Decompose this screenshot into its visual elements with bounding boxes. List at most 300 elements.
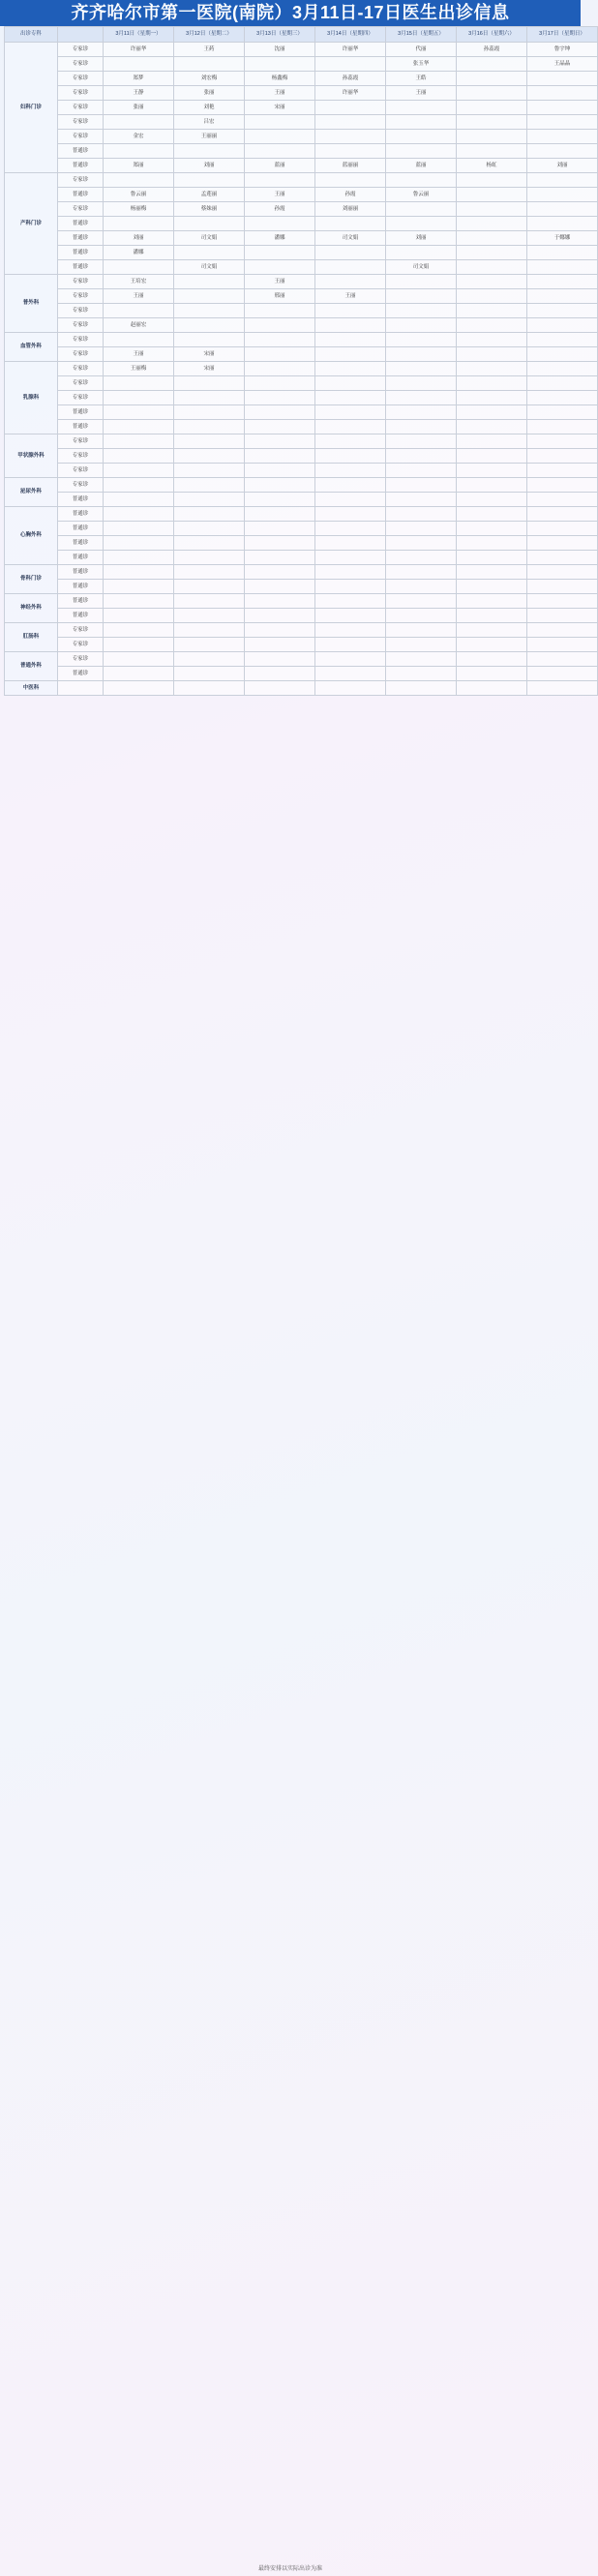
doctor-cell xyxy=(174,464,245,478)
doctor-cell xyxy=(527,347,598,362)
doctor-cell xyxy=(527,594,598,609)
doctor-cell xyxy=(457,304,527,318)
doctor-cell: 刘丽 xyxy=(386,231,457,246)
doctor-cell xyxy=(245,667,315,681)
doctor-cell xyxy=(386,638,457,652)
doctor-cell xyxy=(315,536,386,551)
clinic-type-cell: 专家诊 xyxy=(58,289,104,304)
doctor-cell xyxy=(245,522,315,536)
doctor-cell xyxy=(527,681,598,696)
department-cell: 普通外科 xyxy=(5,652,58,681)
clinic-type-cell: 专家诊 xyxy=(58,376,104,391)
doctor-cell: 蓝丽 xyxy=(386,159,457,173)
doctor-cell xyxy=(457,130,527,144)
clinic-type-cell: 普通诊 xyxy=(58,667,104,681)
doctor-cell xyxy=(245,478,315,493)
doctor-cell xyxy=(315,522,386,536)
doctor-cell xyxy=(315,638,386,652)
table-row xyxy=(5,623,598,638)
clinic-type-cell: 普通诊 xyxy=(58,420,104,434)
doctor-cell xyxy=(315,115,386,130)
doctor-cell xyxy=(386,449,457,464)
doctor-cell: 郑梦 xyxy=(104,72,174,86)
doctor-cell xyxy=(315,260,386,275)
doctor-cell xyxy=(104,667,174,681)
doctor-cell xyxy=(104,333,174,347)
doctor-cell xyxy=(386,362,457,376)
doctor-cell xyxy=(104,536,174,551)
doctor-cell xyxy=(174,57,245,72)
doctor-cell xyxy=(174,638,245,652)
doctor-cell xyxy=(527,667,598,681)
department-cell: 乳腺科 xyxy=(5,362,58,434)
clinic-type-cell: 普通诊 xyxy=(58,536,104,551)
doctor-cell xyxy=(457,231,527,246)
doctor-cell xyxy=(245,536,315,551)
clinic-type-cell: 专家诊 xyxy=(58,130,104,144)
doctor-cell xyxy=(386,217,457,231)
doctor-cell xyxy=(527,405,598,420)
doctor-cell xyxy=(315,173,386,188)
table-row xyxy=(5,318,598,333)
table-header-row xyxy=(5,27,598,43)
doctor-cell xyxy=(457,362,527,376)
clinic-type-cell: 普通诊 xyxy=(58,188,104,202)
doctor-cell xyxy=(386,667,457,681)
doctor-cell xyxy=(386,580,457,594)
doctor-cell xyxy=(174,449,245,464)
table-row xyxy=(5,202,598,217)
doctor-cell xyxy=(457,449,527,464)
doctor-cell xyxy=(245,609,315,623)
table-row xyxy=(5,130,598,144)
doctor-cell xyxy=(245,580,315,594)
clinic-type-cell: 专家诊 xyxy=(58,434,104,449)
doctor-cell xyxy=(527,434,598,449)
doctor-cell xyxy=(104,260,174,275)
doctor-cell xyxy=(386,536,457,551)
doctor-cell xyxy=(104,623,174,638)
doctor-cell: 司文娟 xyxy=(386,260,457,275)
clinic-type-cell: 专家诊 xyxy=(58,464,104,478)
doctor-cell xyxy=(527,391,598,405)
doctor-cell xyxy=(174,594,245,609)
doctor-cell xyxy=(104,464,174,478)
doctor-cell xyxy=(245,362,315,376)
doctor-cell: 杨虹 xyxy=(457,159,527,173)
doctor-cell xyxy=(245,260,315,275)
doctor-cell xyxy=(174,623,245,638)
doctor-cell xyxy=(457,507,527,522)
doctor-cell xyxy=(457,420,527,434)
table-row xyxy=(5,275,598,289)
doctor-cell xyxy=(174,304,245,318)
table-row xyxy=(5,57,598,72)
doctor-cell xyxy=(527,318,598,333)
doctor-cell xyxy=(527,522,598,536)
doctor-cell xyxy=(457,318,527,333)
doctor-cell xyxy=(527,565,598,580)
doctor-cell xyxy=(315,551,386,565)
doctor-cell xyxy=(527,551,598,565)
doctor-cell xyxy=(315,652,386,667)
doctor-cell xyxy=(245,434,315,449)
doctor-cell xyxy=(174,275,245,289)
clinic-type-cell: 专家诊 xyxy=(58,275,104,289)
doctor-cell xyxy=(104,173,174,188)
doctor-cell xyxy=(457,580,527,594)
doctor-cell xyxy=(386,405,457,420)
doctor-cell: 孟莲丽 xyxy=(174,188,245,202)
doctor-cell: 潘娜 xyxy=(104,246,174,260)
doctor-cell xyxy=(527,420,598,434)
table-row xyxy=(5,188,598,202)
clinic-type-cell: 专家诊 xyxy=(58,333,104,347)
doctor-cell: 杨丽梅 xyxy=(104,202,174,217)
doctor-cell: 王丽 xyxy=(386,86,457,101)
doctor-cell xyxy=(104,434,174,449)
table-row xyxy=(5,405,598,420)
doctor-cell xyxy=(245,551,315,565)
table-row xyxy=(5,609,598,623)
doctor-cell xyxy=(174,580,245,594)
department-cell: 妇科门诊 xyxy=(5,43,58,173)
doctor-cell xyxy=(386,420,457,434)
doctor-cell: 许丽华 xyxy=(315,86,386,101)
schedule-table xyxy=(4,26,598,696)
doctor-cell xyxy=(174,536,245,551)
doctor-cell xyxy=(386,391,457,405)
doctor-cell xyxy=(386,609,457,623)
doctor-cell xyxy=(527,304,598,318)
doctor-cell xyxy=(527,376,598,391)
table-row xyxy=(5,246,598,260)
doctor-cell: 张玉华 xyxy=(386,57,457,72)
doctor-cell xyxy=(245,420,315,434)
doctor-cell xyxy=(315,130,386,144)
clinic-type-cell: 普通诊 xyxy=(58,580,104,594)
doctor-cell xyxy=(386,376,457,391)
doctor-cell xyxy=(386,652,457,667)
doctor-cell xyxy=(245,130,315,144)
column-header: 3月12日（星期二） xyxy=(174,27,245,43)
doctor-cell: 鲁云丽 xyxy=(386,188,457,202)
table-row xyxy=(5,507,598,522)
doctor-cell xyxy=(457,434,527,449)
table-row xyxy=(5,144,598,159)
doctor-cell xyxy=(174,522,245,536)
clinic-type-cell: 普通诊 xyxy=(58,405,104,420)
doctor-cell xyxy=(457,391,527,405)
doctor-cell xyxy=(315,101,386,115)
table-row xyxy=(5,333,598,347)
doctor-cell xyxy=(174,667,245,681)
doctor-cell xyxy=(527,202,598,217)
doctor-cell xyxy=(386,144,457,159)
table-row xyxy=(5,43,598,57)
doctor-cell xyxy=(174,493,245,507)
table-row xyxy=(5,260,598,275)
doctor-cell xyxy=(174,289,245,304)
clinic-type-cell: 专家诊 xyxy=(58,391,104,405)
doctor-cell xyxy=(174,173,245,188)
clinic-type-cell: 专家诊 xyxy=(58,101,104,115)
table-row xyxy=(5,464,598,478)
doctor-cell xyxy=(245,318,315,333)
doctor-cell: 潘娜 xyxy=(245,231,315,246)
department-cell: 中医科 xyxy=(5,681,58,696)
doctor-cell: 杨鑫梅 xyxy=(245,72,315,86)
doctor-cell xyxy=(386,551,457,565)
clinic-type-cell: 专家诊 xyxy=(58,623,104,638)
doctor-cell: 于娜娜 xyxy=(527,231,598,246)
clinic-type-cell: 专家诊 xyxy=(58,72,104,86)
doctor-cell xyxy=(245,623,315,638)
doctor-cell xyxy=(245,217,315,231)
doctor-cell xyxy=(457,405,527,420)
doctor-cell xyxy=(174,420,245,434)
doctor-cell xyxy=(315,144,386,159)
doctor-cell xyxy=(245,347,315,362)
doctor-cell: 宋丽 xyxy=(245,101,315,115)
doctor-cell xyxy=(386,101,457,115)
doctor-cell xyxy=(104,57,174,72)
doctor-cell xyxy=(457,594,527,609)
doctor-cell xyxy=(174,333,245,347)
doctor-cell xyxy=(527,289,598,304)
doctor-cell: 王丽 xyxy=(245,275,315,289)
doctor-cell xyxy=(386,478,457,493)
clinic-type-cell xyxy=(58,681,104,696)
doctor-cell xyxy=(104,144,174,159)
doctor-cell xyxy=(457,536,527,551)
doctor-cell xyxy=(315,507,386,522)
doctor-cell xyxy=(527,101,598,115)
doctor-cell xyxy=(457,57,527,72)
table-row xyxy=(5,159,598,173)
doctor-cell xyxy=(457,101,527,115)
clinic-type-cell: 普通诊 xyxy=(58,260,104,275)
clinic-type-cell: 专家诊 xyxy=(58,638,104,652)
clinic-type-cell: 普通诊 xyxy=(58,551,104,565)
table-row xyxy=(5,304,598,318)
doctor-cell xyxy=(174,144,245,159)
doctor-cell xyxy=(386,275,457,289)
clinic-type-cell: 普通诊 xyxy=(58,493,104,507)
table-row xyxy=(5,289,598,304)
doctor-cell xyxy=(527,362,598,376)
doctor-cell xyxy=(386,434,457,449)
doctor-cell xyxy=(315,405,386,420)
clinic-type-cell: 专家诊 xyxy=(58,478,104,493)
table-row xyxy=(5,565,598,580)
doctor-cell xyxy=(315,623,386,638)
doctor-cell xyxy=(386,333,457,347)
doctor-cell xyxy=(527,115,598,130)
doctor-cell xyxy=(457,173,527,188)
doctor-cell xyxy=(386,289,457,304)
doctor-cell: 张丽 xyxy=(104,101,174,115)
doctor-cell xyxy=(527,623,598,638)
doctor-cell xyxy=(527,464,598,478)
doctor-cell xyxy=(245,638,315,652)
doctor-cell xyxy=(527,652,598,667)
table-row xyxy=(5,667,598,681)
doctor-cell xyxy=(457,217,527,231)
doctor-cell xyxy=(104,391,174,405)
doctor-cell xyxy=(315,333,386,347)
doctor-cell xyxy=(174,551,245,565)
doctor-cell xyxy=(315,246,386,260)
doctor-cell xyxy=(457,115,527,130)
doctor-cell: 郑丽 xyxy=(104,159,174,173)
clinic-type-cell: 普通诊 xyxy=(58,594,104,609)
doctor-cell: 刘宏梅 xyxy=(174,72,245,86)
doctor-cell xyxy=(315,391,386,405)
doctor-cell xyxy=(245,681,315,696)
doctor-cell xyxy=(315,667,386,681)
doctor-cell xyxy=(174,391,245,405)
doctor-cell xyxy=(527,638,598,652)
doctor-cell xyxy=(104,580,174,594)
column-header: 3月14日（星期四） xyxy=(315,27,386,43)
table-row xyxy=(5,681,598,696)
doctor-cell: 王丽 xyxy=(104,347,174,362)
doctor-cell: 王药 xyxy=(174,43,245,57)
department-cell: 骨科门诊 xyxy=(5,565,58,594)
doctor-cell xyxy=(104,449,174,464)
doctor-cell xyxy=(386,318,457,333)
doctor-cell: 张丽 xyxy=(174,86,245,101)
doctor-cell xyxy=(104,405,174,420)
doctor-cell: 孙蕊霞 xyxy=(315,72,386,86)
doctor-cell xyxy=(457,333,527,347)
clinic-type-cell: 专家诊 xyxy=(58,86,104,101)
doctor-cell xyxy=(527,188,598,202)
doctor-cell xyxy=(245,246,315,260)
doctor-cell xyxy=(104,376,174,391)
doctor-cell xyxy=(315,434,386,449)
table-row xyxy=(5,652,598,667)
doctor-cell xyxy=(386,522,457,536)
doctor-cell: 刘艳 xyxy=(174,101,245,115)
doctor-cell xyxy=(245,565,315,580)
table-row xyxy=(5,101,598,115)
doctor-cell xyxy=(386,681,457,696)
table-row xyxy=(5,493,598,507)
table-row xyxy=(5,86,598,101)
department-cell: 甲状腺外科 xyxy=(5,434,58,478)
clinic-type-cell: 专家诊 xyxy=(58,362,104,376)
clinic-type-cell: 普通诊 xyxy=(58,231,104,246)
doctor-cell xyxy=(315,464,386,478)
doctor-cell xyxy=(315,493,386,507)
doctor-cell xyxy=(245,304,315,318)
doctor-cell: 王丽丽 xyxy=(174,130,245,144)
doctor-cell xyxy=(245,144,315,159)
doctor-cell xyxy=(457,464,527,478)
table-row xyxy=(5,72,598,86)
doctor-cell xyxy=(104,217,174,231)
doctor-cell: 王丽 xyxy=(104,289,174,304)
doctor-cell xyxy=(315,681,386,696)
doctor-cell xyxy=(457,347,527,362)
doctor-cell xyxy=(457,652,527,667)
doctor-cell xyxy=(386,507,457,522)
doctor-cell xyxy=(174,507,245,522)
doctor-cell xyxy=(245,507,315,522)
doctor-cell xyxy=(315,565,386,580)
table-row xyxy=(5,115,598,130)
doctor-cell: 蓝丽丽 xyxy=(315,159,386,173)
column-header: 3月13日（星期三） xyxy=(245,27,315,43)
clinic-type-cell: 专家诊 xyxy=(58,173,104,188)
doctor-cell xyxy=(386,202,457,217)
doctor-cell xyxy=(386,623,457,638)
doctor-cell xyxy=(457,144,527,159)
clinic-type-cell: 普通诊 xyxy=(58,144,104,159)
doctor-cell xyxy=(457,609,527,623)
doctor-cell xyxy=(527,609,598,623)
doctor-cell xyxy=(315,420,386,434)
doctor-cell: 司文娟 xyxy=(315,231,386,246)
doctor-cell xyxy=(386,173,457,188)
doctor-cell: 沈丽 xyxy=(245,43,315,57)
doctor-cell xyxy=(315,594,386,609)
column-header: 出诊专科 xyxy=(5,27,58,43)
doctor-cell xyxy=(386,130,457,144)
doctor-cell xyxy=(104,493,174,507)
doctor-cell xyxy=(174,217,245,231)
table-row xyxy=(5,217,598,231)
doctor-cell xyxy=(527,130,598,144)
doctor-cell: 宋丽 xyxy=(174,347,245,362)
department-cell: 泌尿外科 xyxy=(5,478,58,507)
clinic-type-cell: 普通诊 xyxy=(58,565,104,580)
doctor-cell: 王丽 xyxy=(315,289,386,304)
table-body xyxy=(5,43,598,696)
doctor-cell xyxy=(527,72,598,86)
doctor-cell: 王静 xyxy=(104,86,174,101)
page-title: 齐齐哈尔市第一医院(南院）3月11日-17日医生出诊信息 xyxy=(0,0,581,26)
doctor-cell: 王晶晶 xyxy=(527,57,598,72)
table-row xyxy=(5,173,598,188)
doctor-cell xyxy=(104,115,174,130)
doctor-cell xyxy=(245,652,315,667)
clinic-type-cell: 普通诊 xyxy=(58,522,104,536)
column-header: 3月17日（星期日） xyxy=(527,27,598,43)
department-cell: 普外科 xyxy=(5,275,58,333)
doctor-cell xyxy=(386,246,457,260)
doctor-cell xyxy=(245,405,315,420)
doctor-cell: 王培宏 xyxy=(104,275,174,289)
doctor-cell: 许丽华 xyxy=(104,43,174,57)
doctor-cell: 孙蕊霞 xyxy=(457,43,527,57)
department-cell: 神经外科 xyxy=(5,594,58,623)
doctor-cell: 鲁宇坤 xyxy=(527,43,598,57)
doctor-cell xyxy=(174,376,245,391)
table-row xyxy=(5,231,598,246)
doctor-cell xyxy=(527,275,598,289)
doctor-cell xyxy=(457,86,527,101)
doctor-cell xyxy=(174,405,245,420)
doctor-cell xyxy=(315,609,386,623)
doctor-cell xyxy=(527,449,598,464)
doctor-cell xyxy=(527,478,598,493)
table-row xyxy=(5,391,598,405)
table-row xyxy=(5,594,598,609)
doctor-cell xyxy=(104,304,174,318)
